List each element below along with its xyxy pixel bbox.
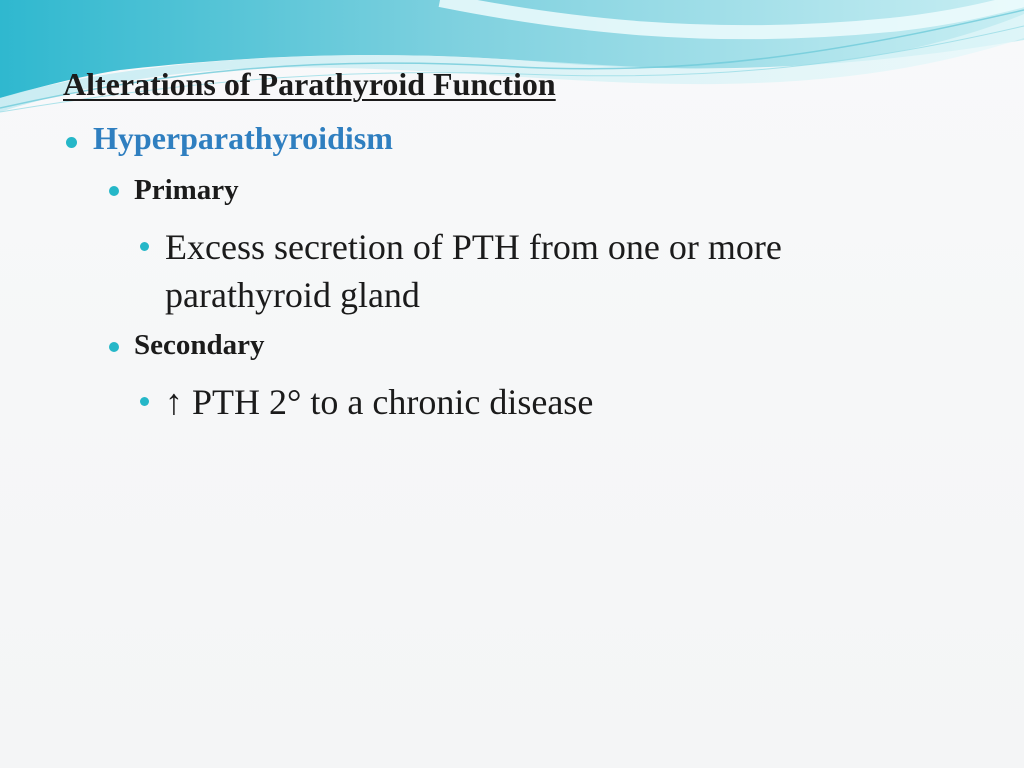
decorative-wave-header (0, 0, 1024, 130)
heading-hyperparathyroidism: Hyperparathyroidism (93, 120, 393, 156)
slide-title: Alterations of Parathyroid Function (63, 66, 556, 102)
bullet-icon (140, 397, 149, 406)
bullet-icon (109, 342, 119, 352)
bullet-icon (140, 242, 149, 251)
subheading-primary: Primary (134, 174, 239, 206)
bullet-icon (109, 186, 119, 196)
bullet-icon (66, 137, 77, 148)
primary-detail-line-2: parathyroid gland (165, 275, 420, 315)
primary-detail-line-1: Excess secretion of PTH from one or more (165, 227, 782, 267)
subheading-secondary: Secondary (134, 329, 265, 361)
secondary-detail: ↑ PTH 2° to a chronic disease (165, 382, 594, 422)
